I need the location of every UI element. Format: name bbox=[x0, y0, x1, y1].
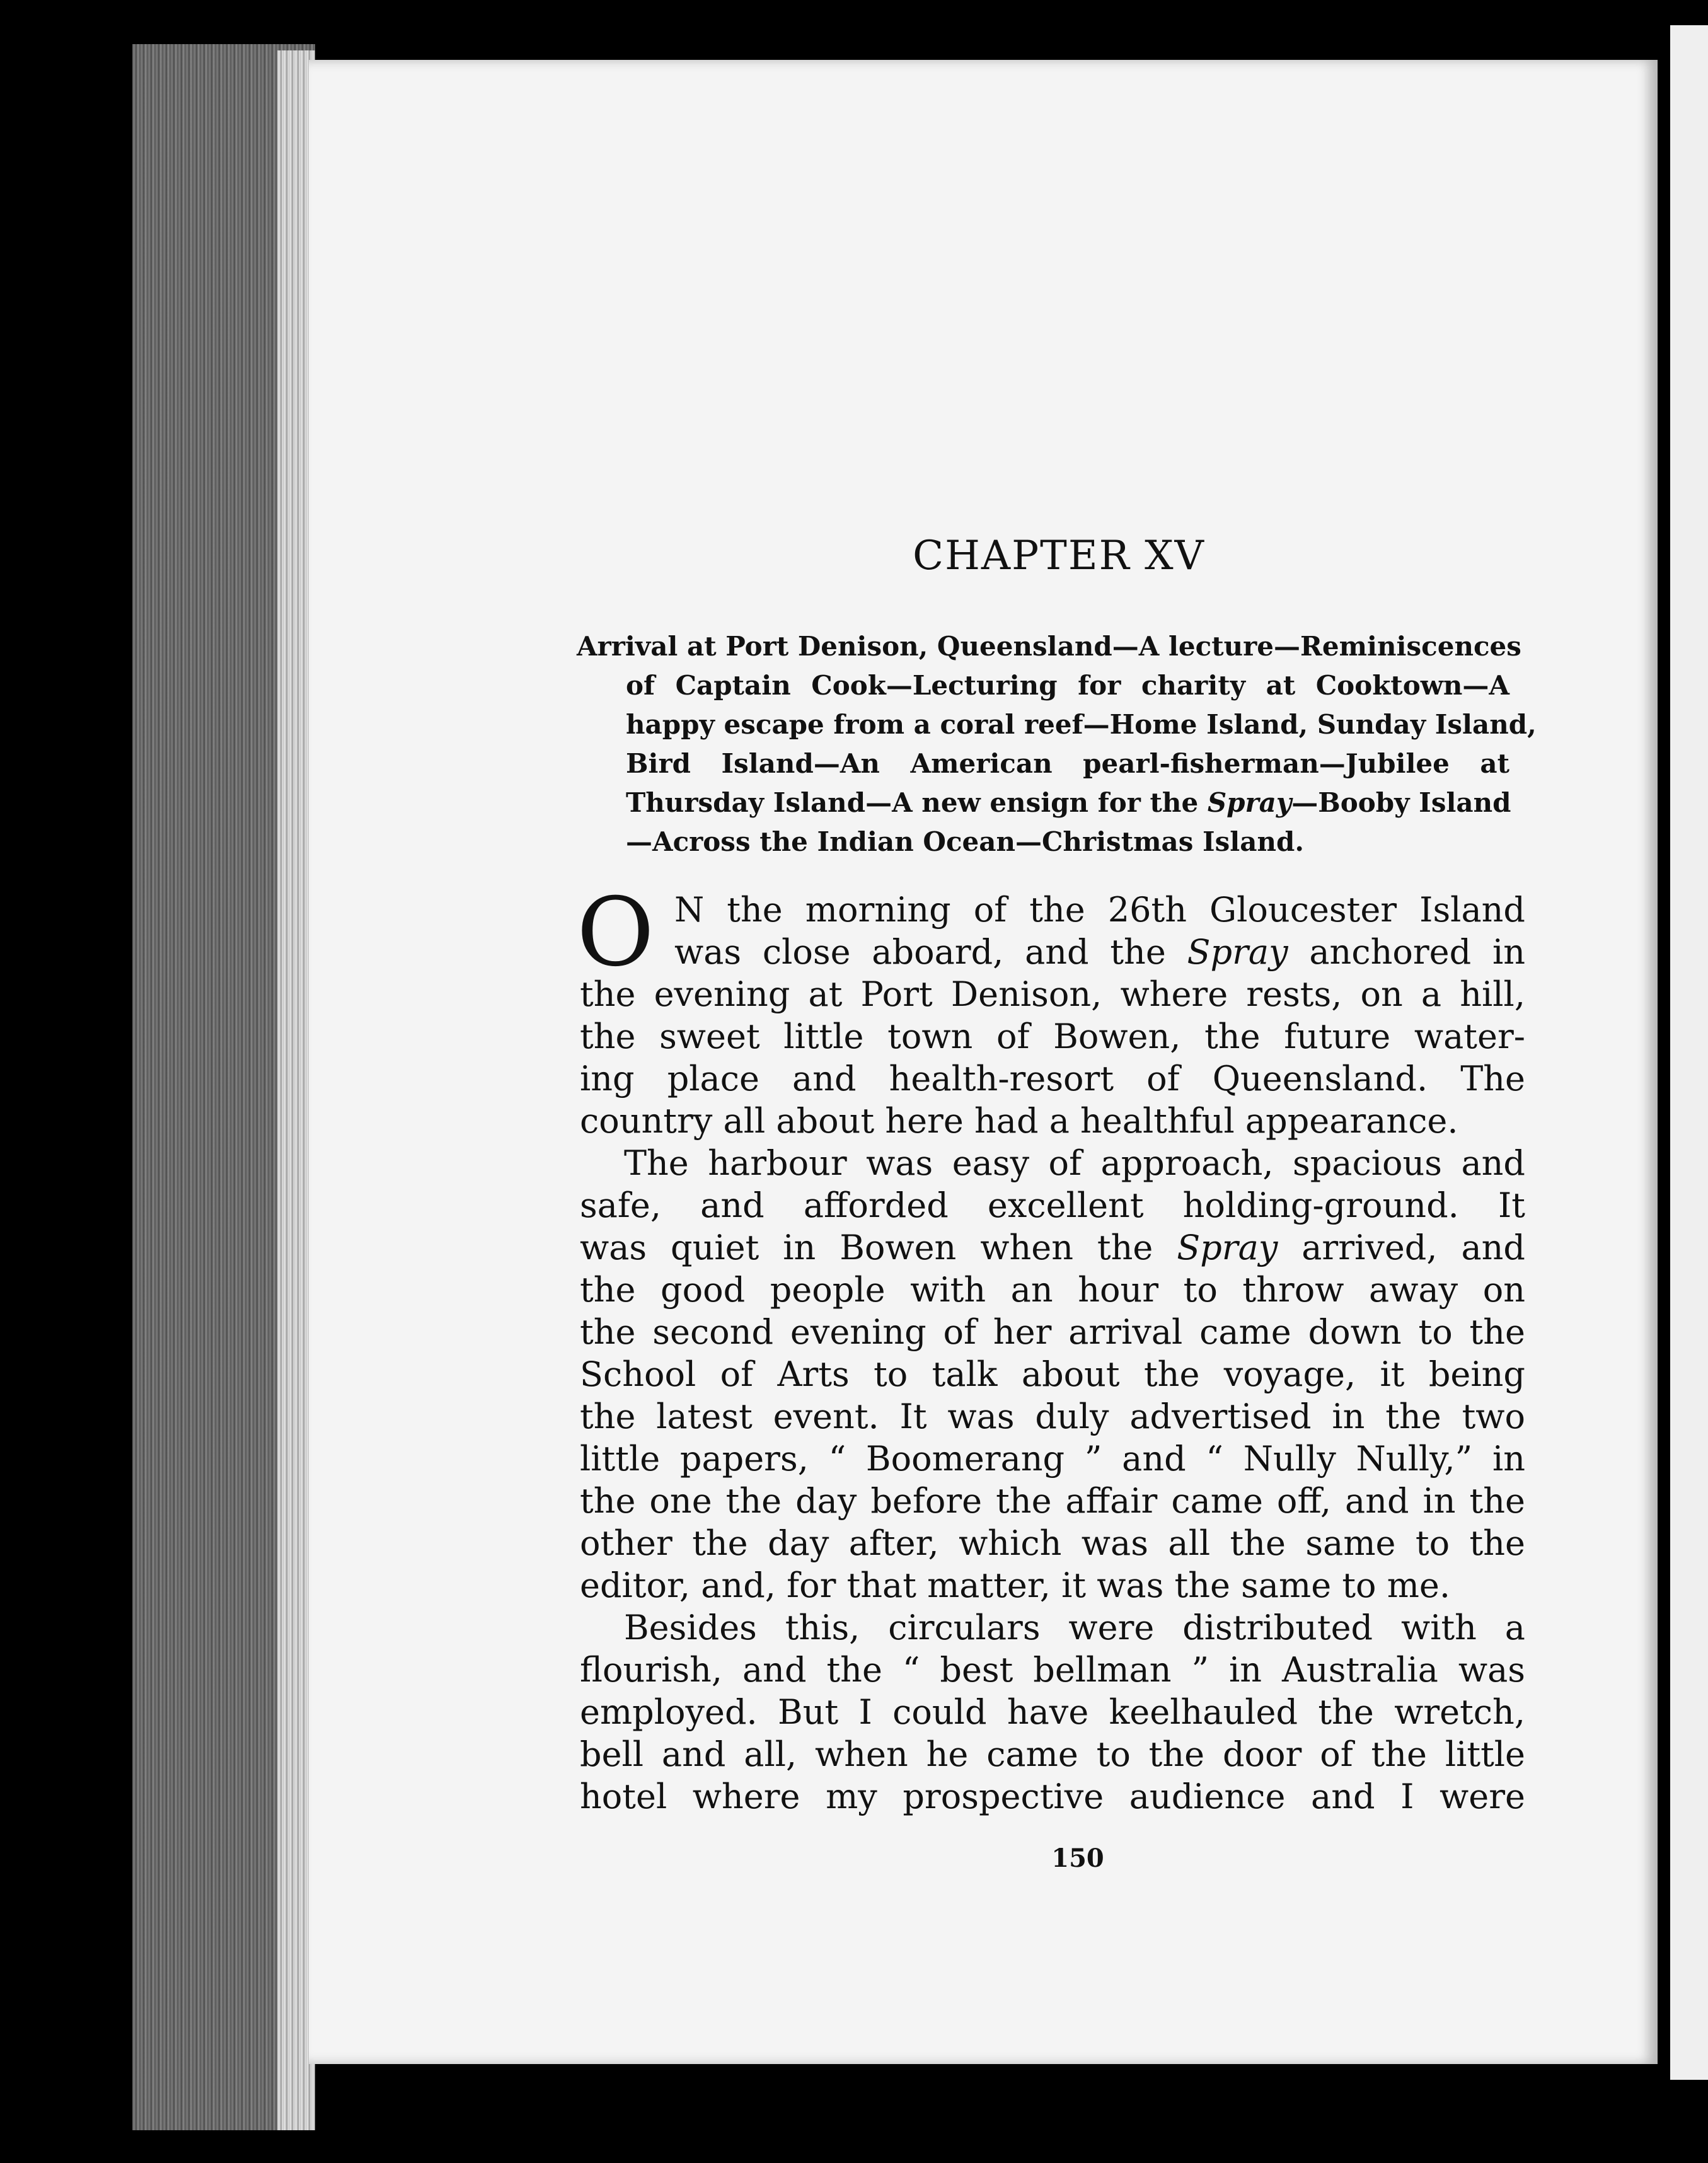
body-line: safe, and afforded excellent holding-ground. It bbox=[580, 1185, 1525, 1225]
chapter-title: CHAPTER XV bbox=[913, 533, 1205, 579]
body-line: the good people with an hour to throw away on bbox=[580, 1270, 1525, 1310]
body-line: was close aboard, and the Spray anchored in bbox=[674, 932, 1525, 972]
synopsis-line: Arrival at Port Denison, Queensland—A lecture—Reminiscences bbox=[577, 631, 1521, 662]
body-line: employed. But I could have keelhauled the wretch, bbox=[580, 1692, 1525, 1732]
body-line: the one the day before the affair came off, and in the bbox=[580, 1481, 1525, 1521]
body-line: N the morning of the 26th Gloucester Island bbox=[674, 890, 1525, 930]
body-line: other the day after, which was all the same to the bbox=[580, 1523, 1525, 1563]
body-line: the latest event. It was duly advertised in the two bbox=[580, 1397, 1525, 1436]
body-line: bell and all, when he came to the door of the little bbox=[580, 1734, 1525, 1774]
body-line: editor, and, for that matter, it was the same to me. bbox=[580, 1566, 1451, 1605]
body-line: the second evening of her arrival came down to the bbox=[580, 1312, 1525, 1352]
body-text bbox=[580, 889, 1525, 1818]
body-line: hotel where my prospective audience and I were bbox=[580, 1777, 1525, 1816]
synopsis-line: Thursday Island—A new ensign for the Spray—Booby Island bbox=[626, 787, 1511, 818]
body-line: Besides this, circulars were distributed with a bbox=[624, 1608, 1525, 1647]
body-line: ing place and health-resort of Queensland. The bbox=[580, 1059, 1525, 1099]
synopsis-line: Bird Island—An American pearl-fisherman—Jubilee at bbox=[626, 748, 1509, 779]
facing-page-sliver bbox=[1670, 25, 1708, 2080]
body-line: country all about here had a healthful appearance. bbox=[580, 1101, 1458, 1141]
page-number: 150 bbox=[1051, 1843, 1104, 1873]
body-line: The harbour was easy of approach, spacious and bbox=[624, 1143, 1525, 1183]
body-line: flourish, and the “ best bellman ” in Australia was bbox=[580, 1650, 1525, 1690]
drop-cap: O bbox=[577, 878, 654, 988]
synopsis-line: —Across the Indian Ocean—Christmas Island. bbox=[626, 826, 1305, 857]
body-line: the evening at Port Denison, where rests, on a hill, bbox=[580, 974, 1525, 1014]
body-line: the sweet little town of Bowen, the future water- bbox=[580, 1017, 1525, 1056]
chapter-synopsis bbox=[577, 627, 1537, 862]
body-line: School of Arts to talk about the voyage, it being bbox=[580, 1354, 1525, 1394]
synopsis-line: of Captain Cook—Lecturing for charity at Cooktown—A bbox=[626, 670, 1509, 701]
body-line: was quiet in Bowen when the Spray arrived, and bbox=[580, 1228, 1525, 1267]
body-line: little papers, “ Boomerang ” and “ Nully Nully,” in bbox=[580, 1439, 1525, 1479]
synopsis-line: happy escape from a coral reef—Home Island, Sunday Island, bbox=[626, 709, 1537, 740]
